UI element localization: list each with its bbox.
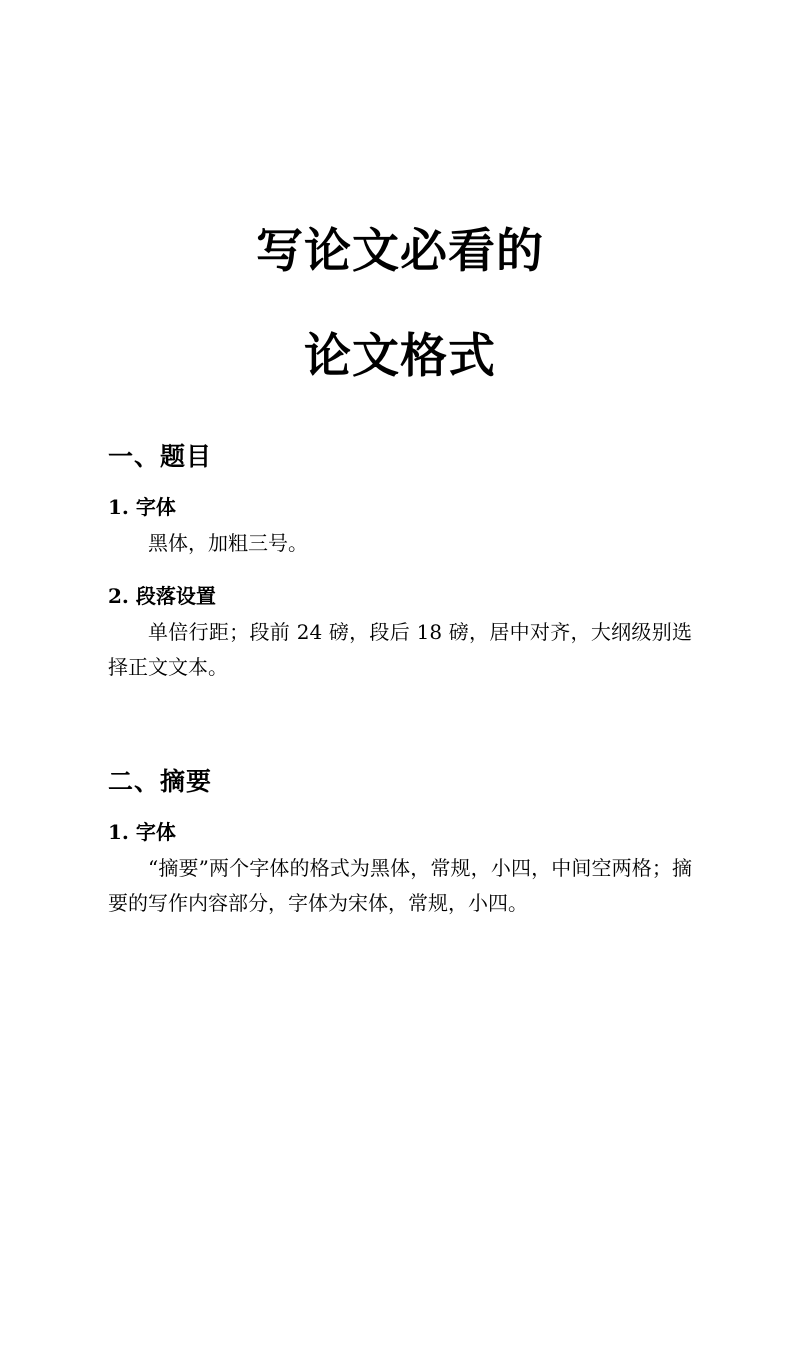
subheading-topic-paragraph: 2. 段落设置 (108, 584, 216, 608)
body-topic-font: 黑体，加粗三号。 (148, 531, 308, 555)
document-page (0, 224, 800, 1360)
body-topic-paragraph: 单倍行距；段前 24 磅，段后 18 磅，居中对齐，大纲级别选择正文文本。 (108, 620, 692, 679)
subheading-abstract-font: 1. 字体 (108, 820, 176, 844)
section-heading-abstract: 二、摘要 (108, 767, 213, 796)
body-abstract-font: “摘要”两个字体的格式为黑体，常规，小四，中间空两格；摘要的写作内容部分，字体为宋体，常规，小四。 (108, 856, 692, 915)
section-heading-topic: 一、题目 (108, 442, 213, 471)
document-title-line-2: 论文格式 (304, 329, 496, 384)
document-title-line-1: 写论文必看的 (256, 224, 544, 279)
subheading-topic-font: 1. 字体 (108, 495, 176, 519)
